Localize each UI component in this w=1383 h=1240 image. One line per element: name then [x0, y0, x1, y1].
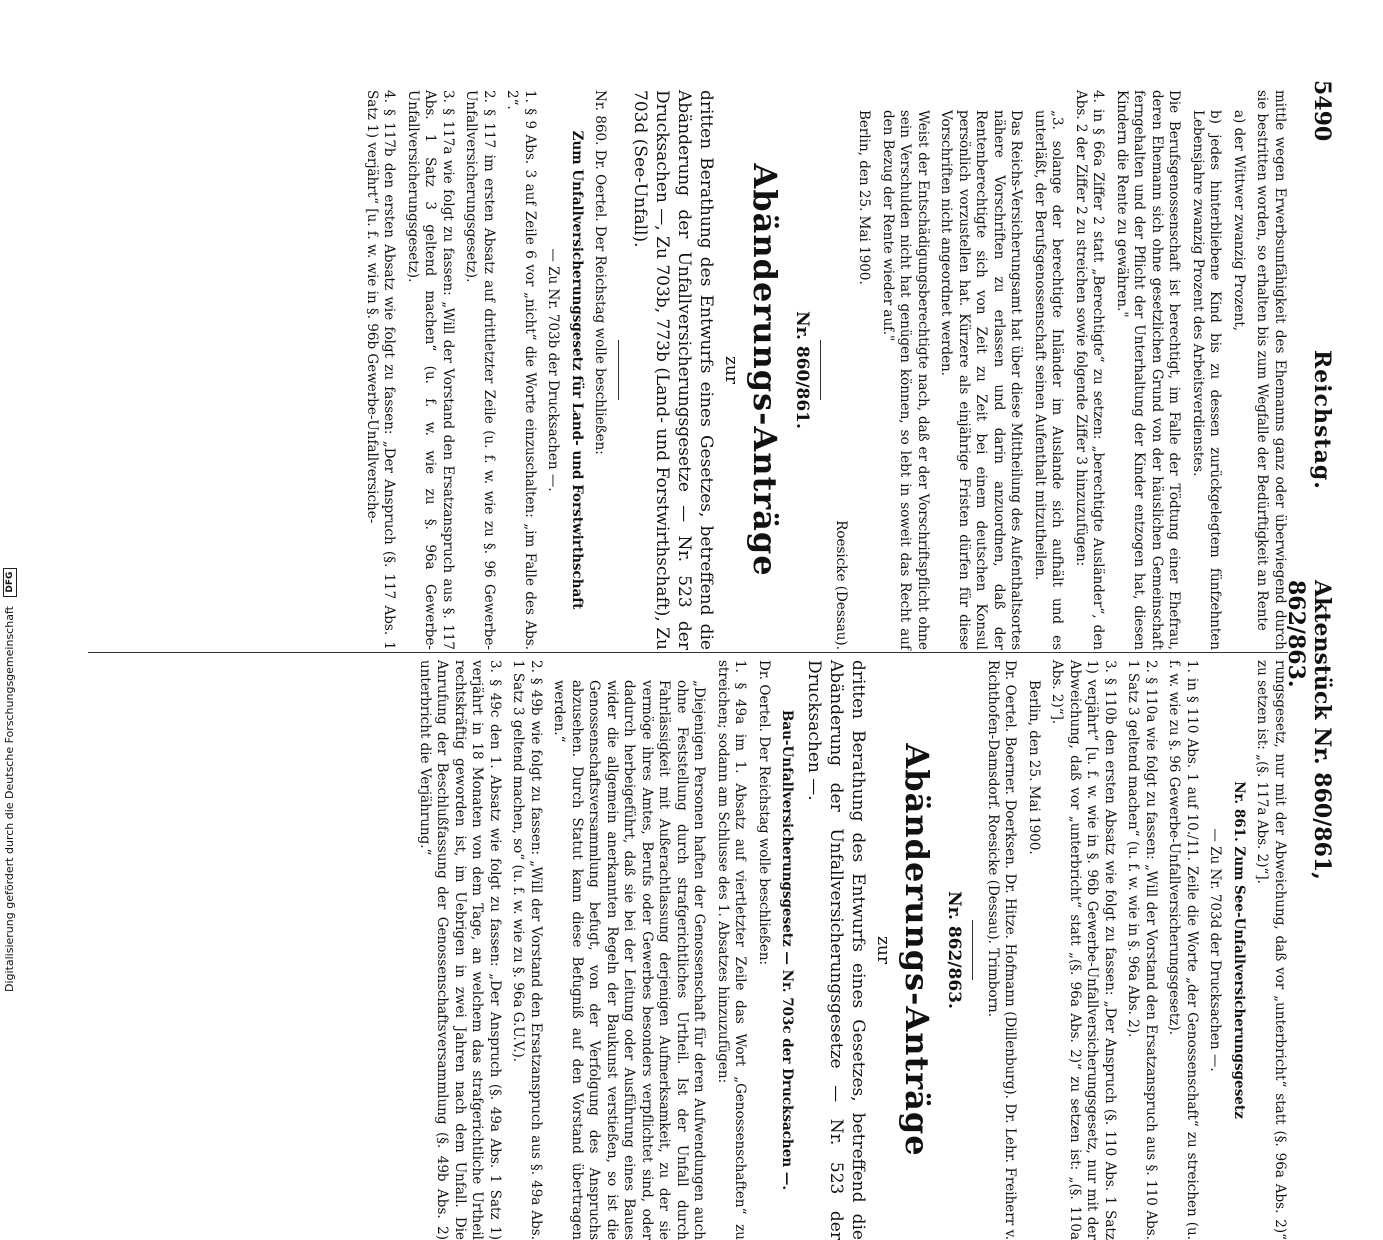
list-item: 1. § 49a im 1. Absatz auf viertletzter Zeile das Wort „Genossenschaften“ zu streichen; sodann am Schlusse des 1. Absatzes hinzuzufügen: — [715, 660, 749, 1240]
motion-862: Dr. Oertel. Der Reichstag wolle beschließen: — [756, 660, 772, 966]
motion-title: Abänderungs-Anträge — [898, 743, 936, 1157]
paragraph: rungsgesetz, nur mit der Abweichung, daß vor „unterbricht“ statt (§. 96a Abs. 2)“ zu setzen ist: „(§. 117a Abs. 2)“]. — [1254, 660, 1288, 1240]
digitization-text: Digitalisierung gefördert durch die Deutsche Forschungsgemeinschaft — [3, 606, 16, 992]
motion-number: Nr. 860/861. — [792, 311, 813, 429]
digitization-note — [0, 0, 20, 1000]
motion-zur: zur — [721, 355, 741, 385]
header-title: Reichstag. — [1309, 350, 1335, 490]
motion-860: Nr. 860. Dr. Oertel. Der Reichstag wolle beschließen: — [592, 90, 609, 455]
list-item: 2. § 117 im ersten Absatz auf drittletzter Zeile (u. f. w. wie zu §. 96 Gewerbe-Unfallversicherungsgesetz). — [463, 90, 497, 650]
motion-number: Nr. 862/863. — [944, 891, 965, 1009]
left-column — [357, 90, 1289, 650]
section-subtitle: — Zu Nr. 703b der Drucksachen —. — [545, 248, 562, 492]
list-item: 4. § 117b den ersten Absatz wie folgt zu fassen: „Der Anspruch (§. 117 Abs. 1 Satz 1) verjährt“ [u. f. w. wie in §. 96b Gewerbe-Unfallversiche- — [364, 90, 398, 650]
list-item: b) jedes hinterbliebene Kind bis zu dessen zurückgelegtem fünfzehnten Lebensjahre zwanzig Prozent des Arbeitsverdienstes. — [1190, 110, 1224, 650]
document-number: Aktenstück Nr. 860/861, 862/863. — [1283, 580, 1335, 880]
separator — [973, 920, 974, 980]
list-item: 1. in § 110 Abs. 1 auf 10./11. Zeile die Worte „der Genossenschaft“ zu streichen (u. f. w. wie zu §. 96 Gewerbe-Unfallversicherungsgesetz). — [1166, 660, 1200, 1240]
paragraph: Das Reichs-Versicherungsamt hat über diese Mittheilung des Aufenthaltsortes nähere Vorschriften zu erlassen und darin anzuordnen, daß der Rentenberechtigte sich von Zeit zu Zeit bei einem deutschen Konsul persönlich vorzustellen hat. Kürzere als einjährige Fristen dürfen für diese Vorschriften nicht angeordnet werden. — [938, 110, 1025, 650]
section-title: Nr. 861. Zum See-Unfallversicherungsgesetz — [1231, 781, 1247, 1119]
paragraph: Weist der Entschädigungsberechtigte nach, daß er der Vorschriftspflicht ohne sein Verschulden nicht hat genügen können, so lebt in soweit das Recht auf den Bezug der Rente wieder auf." — [880, 110, 931, 650]
motion-title: Abänderungs-Anträge — [746, 163, 784, 577]
list-item: 2. § 110a wie folgt zu fassen: „Will der Vorstand den Ersatzanspruch aus §. 110 Abs. 1 Satz 3 geltend machen“ (u. f. w. wie in §. 96a Abs. 2). — [1125, 660, 1159, 1240]
section-subtitle: — Zu Nr. 703d der Drucksachen —. — [1207, 828, 1224, 1072]
quote: „3. solange der berechtigte Inländer im Auslande sich aufhält und es unterläßt, der Berufsgenossenschaft seinen Aufenthalt mitzutheilen. — [1032, 110, 1066, 650]
page-header — [1283, 20, 1343, 980]
signature-place: Berlin, den 25. Mai 1900. — [1026, 680, 1042, 855]
list-item: a) der Wittwer zwanzig Prozent, — [1231, 110, 1247, 332]
list-item: 4. in § 66a Ziffer 2 statt „Berechtigte“ zu setzen: „berechtigte Ausländer“, den Abs. 2 der Ziffer 2 zu streichen sowie folgende Ziffer 3 hinzuzufügen: — [1073, 90, 1107, 650]
quote: „Diejenigen Personen haften der Genossenschaft für deren Aufwendungen auch ohne Feststellung durch strafgerichtliches Urtheil. Ist der Unfall durch Fahrlässigkeit mit Außerachtlassung derjenigen Aufmerksamkeit, zu der sie vermöge ihres Amtes, Berufs oder Gewerbes besonders verpflichtet sind, oder dadurch herbeigeführt, daß sie bei der Leitung oder Ausführung eines Baues wider die allgemein anerkannten Regeln der Baukunst verstießen, so ist die Genossenschaftsversammlung befugt, von der Verfolgung des Anspruchs abzusehen. Durch Statut kann diese Befugniß auf den Vorstand übertragen werden.“ — [551, 680, 708, 1240]
paragraph: mittle wegen Erwerbsunfähigkeit des Ehemanns ganz oder überwiegend durch sie bestritten worden, so erhalten bis zum Wegfalle der Bedürftigkeit an Rente — [1254, 90, 1288, 650]
page-number: 5490 — [1309, 80, 1335, 142]
list-item: 3. § 49c den 1. Absatz wie folgt zu fassen: „Der Anspruch (§. 49a Abs. 1 Satz 1) verjährt in 18 Monaten von dem Tage, an welchem das strafgerichtliche Urtheil rechtskräftig geworden ist, im Uebrigen in zwei Jahren nach dem Unfall. Die Anrufung der Beschlußfassung der Genossenschaftsversammlung (§. 49b Abs. 2) unterbricht die Verjährung.“ — [417, 660, 503, 1240]
list-item: 2. § 49b wie folgt zu fassen: „Will der Vorstand den Ersatzanspruch aus §. 49a Abs. 1 Satz 3 geltend machen, so“ (u. f. w. wie zu §. 96a G.U.V.). — [510, 660, 544, 1240]
section-title: Bau-Unfallversicherungsgesetz — Nr. 703c der Drucksachen —. — [779, 709, 796, 1191]
separator — [821, 340, 822, 400]
signature-name: Roesicke (Dessau). — [833, 520, 849, 650]
section-title: Zum Unfallversicherungsgesetz für Land- und Forstwirthschaft — [569, 130, 585, 610]
right-column — [410, 660, 1289, 1240]
separator — [619, 340, 620, 400]
list-item: 3. § 110b den ersten Absatz wie folgt zu fassen: „Der Anspruch (§. 110 Abs. 1 Satz 1) verjährt“ [u. f. w. wie in §. 96b Gewerbe-Unfallversicherungsgesetz, nur mit der Abweichung, daß vor „unterbricht“ statt „(§. 96a Abs. 2)“ zu setzen ist: „(§. 110a Abs. 2)“]. — [1049, 660, 1118, 1240]
motion-description: dritten Berathung des Entwurfs eines Gesetzes, betreffend die Abänderung der Unfallversicherungsgesetze — Nr. 523 der Drucksachen —. — [804, 660, 869, 1240]
paragraph: Die Berufsgenossenschaft ist berechtigt, im Falle der Tödtung einer Ehefrau, deren Ehemann sich ohne gesetzlichen Grund von der häuslichen Gemeinschaft ferngehalten und der Pflicht der Unterhaltung der Kinder entzogen hat, diesen Kindern die Rente zu gewähren." — [1114, 90, 1183, 650]
column-divider — [88, 652, 1288, 653]
dfg-logo: DFG — [3, 568, 17, 597]
motion-description: dritten Berathung des Entwurfs eines Gesetzes, betreffend die Abänderung der Unfallversicherungsgesetze — Nr. 523 der Drucksachen —, Zu 703b, 773b (Land- und Forstwirthschaft), Zu 703d (See-Unfall). — [630, 90, 717, 650]
signature-place: Berlin, den 25. Mai 1900. — [856, 110, 873, 285]
list-item: 3. § 117a wie folgt zu fassen: „Will der Vorstand den Ersatzanspruch aus §. 117 Abs. 1 Satz 3 geltend machen“ (u. f. w. wie zu §. 96a Gewerbe-Unfallversicherungsgesetz). — [405, 90, 456, 650]
list-item: 1. § 9 Abs. 3 auf Zeile 6 vor „nicht“ die Worte einzuschalten: „im Falle des Abs. 2“. — [504, 90, 538, 650]
motion-zur: zur — [873, 935, 893, 965]
signature-names: Dr. Oertel. Boerner. Doerksen. Dr. Hitze. Hofmann (Dillenburg). Dr. Lehr. Freiherr v. Richthofen-Damsdorf. Roesicke (Dessau). Trimborn. — [985, 660, 1019, 1240]
